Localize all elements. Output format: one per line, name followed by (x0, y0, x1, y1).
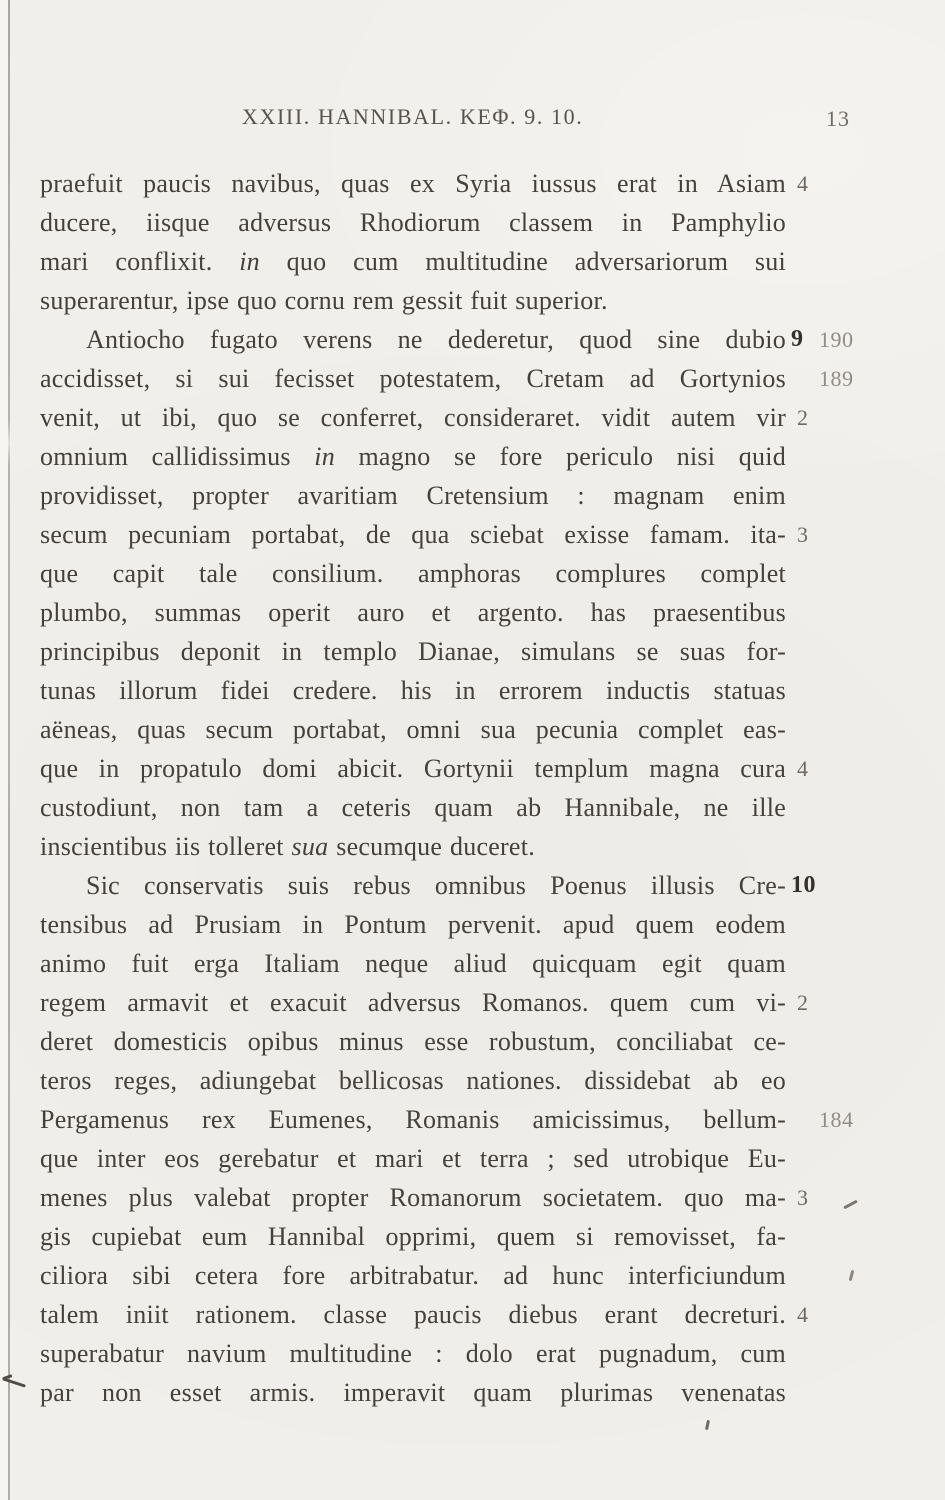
text-line (40, 1178, 786, 1217)
text-segment: que inter eos gerebatur et mari et terra ; sed utrobique Eu- (40, 1144, 786, 1173)
text-segment: inscientibus iis tolleret (40, 832, 292, 861)
text-segment: talem iniit rationem. classe paucis diebus erant decreturi. (40, 1300, 786, 1329)
text-line (40, 203, 786, 242)
text-segment: quo cum multitudine adversariorum sui (259, 247, 786, 276)
text-segment: Pergamenus rex Eumenes, Romanis amicissimus, bellum- (40, 1105, 786, 1134)
text-line (40, 944, 786, 983)
margin-year: 189 (819, 366, 854, 391)
body-text-column (40, 164, 786, 1412)
text-line (40, 1022, 786, 1061)
text-line (40, 827, 786, 866)
text-segment: principibus deponit in templo Dianae, simulans se suas for- (40, 637, 786, 666)
text-segment: gis cupiebat eum Hannibal opprimi, quem si removisset, fa- (40, 1222, 786, 1251)
text-segment: custodiunt, non tam a ceteris quam ab Hannibale, ne ille (40, 793, 786, 822)
text-segment: que in propatulo domi abicit. Gortynii templum magna cura (40, 754, 786, 783)
text-segment: ciliora sibi cetera fore arbitrabatur. ad hunc interficiundum (40, 1261, 786, 1290)
text-line (40, 359, 786, 398)
text-line (40, 1373, 786, 1412)
italic-word: in (314, 442, 335, 471)
text-segment: secumque duceret. (328, 832, 535, 861)
text-segment: superabatur navium multitudine : dolo erat pugnadum, cum (40, 1339, 786, 1368)
margin-year: 184 (819, 1107, 854, 1132)
text-segment: Sic conservatis suis rebus omnibus Poenus illusis Cre- (86, 871, 786, 900)
text-line (40, 554, 786, 593)
text-line (40, 515, 786, 554)
text-segment: plumbo, summas operit auro et argento. has praesentibus (40, 598, 786, 627)
text-segment: par non esset armis. imperavit quam plurimas venenatas (40, 1378, 786, 1407)
section-number: 4 (797, 756, 808, 781)
text-line (40, 632, 786, 671)
text-line (40, 242, 786, 281)
text-segment: secum pecuniam portabat, de qua sciebat exisse famam. ita- (40, 520, 786, 549)
text-segment: omnium callidissimus (40, 442, 315, 471)
text-line (40, 1217, 786, 1256)
text-line (40, 788, 786, 827)
ink-speck (705, 1420, 710, 1430)
text-line (40, 164, 786, 203)
text-segment: accidisset, si sui fecisset potestatem, Cretam ad Gortynios (40, 364, 786, 393)
text-segment: magno se fore periculo nisi quid (334, 442, 786, 471)
text-line (40, 593, 786, 632)
text-segment: providisset, propter avaritiam Cretensium : magnam enim (40, 481, 786, 510)
text-segment: tunas illorum fidei credere. his in errorem inductis statuas (40, 676, 786, 705)
text-line (40, 1100, 786, 1139)
text-line (40, 281, 786, 320)
text-segment: regem armavit et exacuit adversus Romanos. quem cum vi- (40, 988, 786, 1017)
text-line (40, 320, 786, 359)
text-segment: praefuit paucis navibus, quas ex Syria iussus erat in Asiam (40, 169, 786, 198)
text-line (40, 1139, 786, 1178)
text-segment: teros reges, adiungebat bellicosas nationes. dissidebat ab eo (40, 1066, 786, 1095)
text-segment: deret domesticis opibus minus esse robustum, conciliabat ce- (40, 1027, 786, 1056)
text-line (40, 1256, 786, 1295)
page-number: 13 (826, 106, 850, 131)
italic-word: in (239, 247, 260, 276)
section-number: 2 (797, 405, 808, 430)
section-number: 4 (797, 171, 808, 196)
chapter-number: 9 (791, 326, 804, 352)
text-segment: animo fuit erga Italiam neque aliud quicquam egit quam (40, 949, 786, 978)
text-segment: ducere, iisque adversus Rhodiorum classem in Pamphylio (40, 208, 786, 237)
text-segment: tensibus ad Prusiam in Pontum pervenit. apud quem eodem (40, 910, 786, 939)
text-segment: superarentur, ipse quo cornu rem gessit fuit superior. (40, 286, 608, 315)
text-line (40, 671, 786, 710)
section-number: 4 (797, 1302, 808, 1327)
text-segment: menes plus valebat propter Romanorum societatem. quo ma- (40, 1183, 786, 1212)
text-line (40, 1061, 786, 1100)
running-header: XXIII. HANNIBAL. ΚΕΦ. 9. 10. (242, 104, 584, 129)
text-segment: Antiocho fugato verens ne dederetur, quod sine dubio (86, 325, 786, 354)
text-segment: aëneas, quas secum portabat, omni sua pecunia complet eas- (40, 715, 786, 744)
page-edge-strip (0, 0, 8, 1500)
text-segment: venit, ut ibi, quo se conferret, consideraret. vidit autem vir (40, 403, 786, 432)
text-line (40, 1295, 786, 1334)
text-line (40, 710, 786, 749)
margin-year: 190 (819, 327, 854, 352)
margin-notes-column (785, 164, 915, 1424)
text-line (40, 476, 786, 515)
text-segment: que capit tale consilium. amphoras complures complet (40, 559, 786, 588)
section-number: 3 (797, 522, 808, 547)
text-segment: mari conflixit. (40, 247, 240, 276)
text-line (40, 905, 786, 944)
text-line (40, 437, 786, 476)
chapter-number: 10 (791, 872, 816, 898)
text-line (40, 983, 786, 1022)
italic-word: sua (291, 832, 329, 861)
text-line (40, 866, 786, 905)
page-edge-line (8, 0, 10, 1500)
section-number: 2 (797, 990, 808, 1015)
text-line (40, 749, 786, 788)
section-number: 3 (797, 1185, 808, 1210)
text-line (40, 398, 786, 437)
text-line (40, 1334, 786, 1373)
